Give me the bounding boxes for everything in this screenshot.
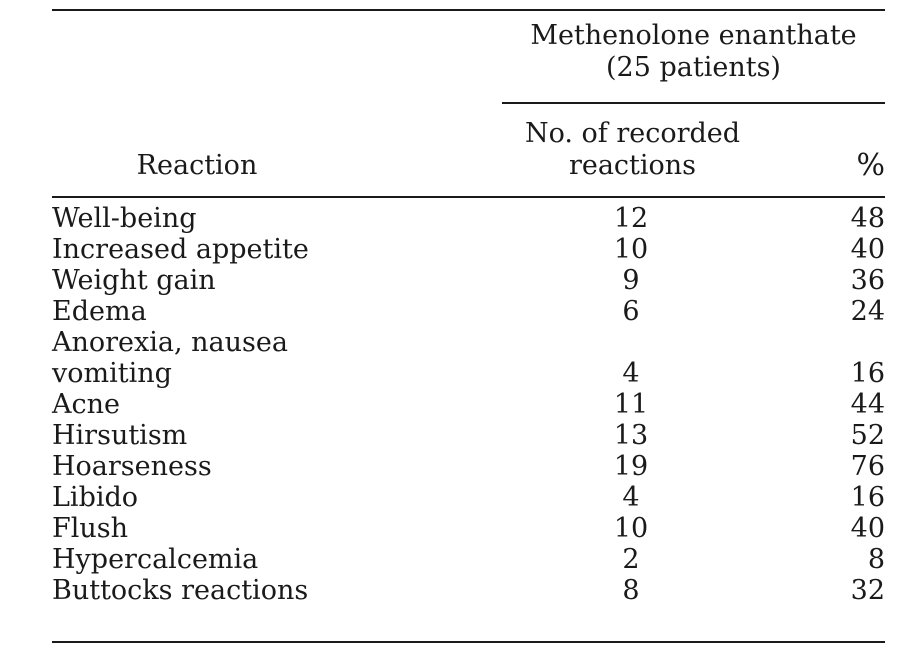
percent-cell: 16 (850, 482, 885, 513)
table-top-rule (52, 9, 885, 11)
reaction-cell: Weight gain (52, 265, 216, 296)
count-cell: 12 (613, 203, 649, 234)
reaction-cell: Well-being (52, 203, 197, 234)
percent-cell: 48 (850, 203, 885, 234)
count-cell: 4 (622, 482, 640, 513)
table-row (52, 513, 885, 544)
reaction-cell: Hirsutism (52, 420, 188, 451)
header-rule (52, 196, 885, 198)
percent-cell: 32 (850, 575, 885, 606)
group-header-rule (502, 102, 885, 104)
percent-cell: 44 (850, 389, 885, 420)
table-row (52, 327, 885, 389)
count-cell: 11 (613, 389, 649, 420)
percent-cell: 8 (867, 544, 885, 575)
reaction-cell: Hypercalcemia (52, 544, 259, 575)
table-body (52, 203, 885, 606)
reaction-cell: Libido (52, 482, 139, 513)
count-cell: 9 (622, 265, 640, 296)
reaction-cell: Acne (52, 389, 120, 420)
column-header-reaction: Reaction (136, 150, 258, 181)
count-cell: 13 (613, 420, 649, 451)
table-row (52, 575, 885, 606)
table-row (52, 544, 885, 575)
percent-cell: 24 (850, 296, 885, 327)
percent-cell: 40 (850, 234, 885, 265)
count-cell: 10 (613, 234, 649, 265)
table-row (52, 420, 885, 451)
count-cell: 19 (613, 451, 649, 482)
table-row (52, 451, 885, 482)
reaction-cell: Edema (52, 296, 147, 327)
count-cell: 2 (622, 544, 640, 575)
table-row (52, 482, 885, 513)
percent-cell: 36 (850, 265, 885, 296)
reaction-cell: Flush (52, 513, 129, 544)
table-row (52, 296, 885, 327)
count-cell: 6 (622, 296, 640, 327)
percent-cell: 40 (850, 513, 885, 544)
table-row (52, 389, 885, 420)
reaction-cell: Anorexia, nausea vomiting (52, 327, 288, 389)
count-cell: 10 (613, 513, 649, 544)
percent-cell: 16 (850, 358, 885, 389)
group-header: Methenolone enanthate (25 patients) (530, 20, 857, 83)
count-cell: 8 (622, 575, 640, 606)
table-bottom-rule (52, 641, 885, 643)
reaction-cell: Hoarseness (52, 451, 212, 482)
percent-cell: 76 (850, 451, 885, 482)
table-row (52, 203, 885, 234)
column-header-percent: % (856, 148, 885, 183)
table-row (52, 234, 885, 265)
table-row (52, 265, 885, 296)
percent-cell: 52 (850, 420, 885, 451)
column-header-count: No. of recorded reactions (524, 118, 741, 181)
reaction-cell: Buttocks reactions (52, 575, 309, 606)
count-cell: 4 (622, 358, 640, 389)
reaction-cell: Increased appetite (52, 234, 309, 265)
